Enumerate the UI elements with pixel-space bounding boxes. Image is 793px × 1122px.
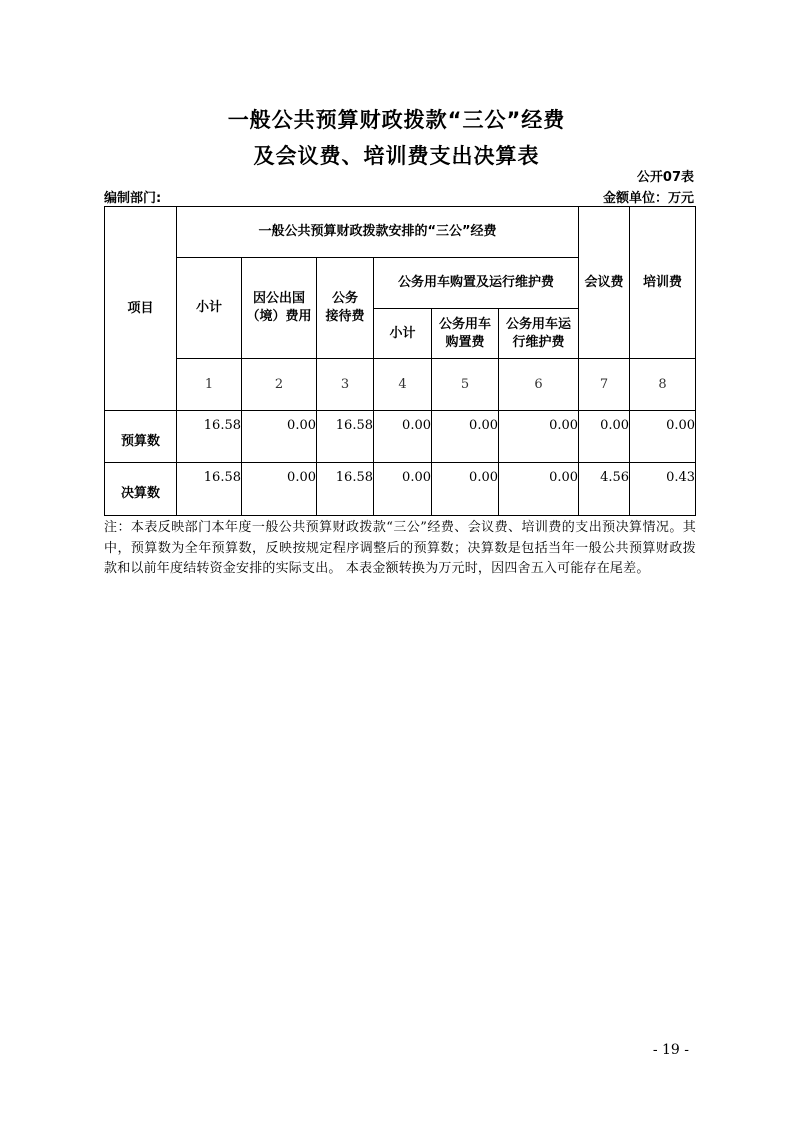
meta-row <box>104 187 694 206</box>
cell-value: 0.00 <box>499 411 579 463</box>
header-subtotal: 小计 <box>177 258 242 359</box>
table-row <box>105 463 696 516</box>
col-number: 7 <box>579 359 630 411</box>
header-abroad <box>242 258 317 359</box>
unit-label: 金额单位：万元 <box>602 191 694 206</box>
title-line-1: 一般公共预算财政拨款“三公”经费 <box>227 108 566 132</box>
compiler-label: 编制部门: <box>104 191 162 206</box>
cell-value: 0.00 <box>432 411 499 463</box>
header-reception-line2: 接待费 <box>325 309 365 324</box>
cell-value: 0.00 <box>432 463 499 516</box>
cell-value: 0.00 <box>579 411 630 463</box>
header-reception <box>317 258 374 359</box>
cell-value: 0.00 <box>242 411 317 463</box>
header-vehicle-op-line1: 公务用车运 <box>506 316 572 332</box>
header-abroad-line1: 因公出国 <box>252 291 305 306</box>
header-group: 一般公共预算财政拨款安排的“三公”经费 <box>177 207 579 258</box>
header-vehicle-operation <box>499 309 579 359</box>
cell-value: 0.43 <box>630 463 696 516</box>
cell-value: 0.00 <box>499 463 579 516</box>
cell-value: 4.56 <box>579 463 630 516</box>
row-label: 决算数 <box>105 463 177 516</box>
cell-value: 16.58 <box>177 463 242 516</box>
table-row <box>105 411 696 463</box>
header-training: 培训费 <box>630 207 696 359</box>
cell-value: 0.00 <box>630 411 696 463</box>
form-number: 公开07表 <box>636 170 694 185</box>
title-line-2: 及会议费、培训费支出决算表 <box>253 144 540 168</box>
col-number: 4 <box>374 359 432 411</box>
col-number: 3 <box>317 359 374 411</box>
header-reception-line1: 公务 <box>331 291 358 306</box>
cell-value: 0.00 <box>242 463 317 516</box>
col-number: 2 <box>242 359 317 411</box>
header-vehicle-op-line2: 行维护费 <box>512 334 565 350</box>
col-number: 8 <box>630 359 696 411</box>
col-number: 6 <box>499 359 579 411</box>
cell-value: 0.00 <box>374 411 432 463</box>
cell-value: 16.58 <box>317 411 374 463</box>
header-vehicle-group: 公务用车购置及运行维护费 <box>374 258 579 309</box>
header-vehicle-purchase <box>432 309 499 359</box>
header-vehicle-purchase-line2: 购置费 <box>445 334 485 350</box>
col-number: 5 <box>432 359 499 411</box>
col-number: 1 <box>177 359 242 411</box>
header-vehicle-purchase-line1: 公务用车 <box>438 316 491 332</box>
header-meeting: 会议费 <box>579 207 630 359</box>
cell-value: 16.58 <box>177 411 242 463</box>
cell-value: 0.00 <box>374 463 432 516</box>
footnote: 注：本表反映部门本年度一般公共预算财政拨款“三公”经费、会议费、培训费的支出预决算情况。其中，预算数为全年预算数，反映按规定程序调整后的预算数；决算数是包括当年一般公共预算财政拨款和以前年度结转资金安排的实际支出。 本表金额转换为万元时，因四舍五入可能存在尾差。 <box>104 520 696 576</box>
header-item: 项目 <box>105 207 177 411</box>
budget-table <box>104 206 696 516</box>
header-abroad-line2: （境）费用 <box>246 309 312 324</box>
cell-value: 16.58 <box>317 463 374 516</box>
row-label: 预算数 <box>105 411 177 463</box>
page-number: - 19 - <box>652 1042 689 1058</box>
header-vehicle-subtotal: 小计 <box>374 309 432 359</box>
